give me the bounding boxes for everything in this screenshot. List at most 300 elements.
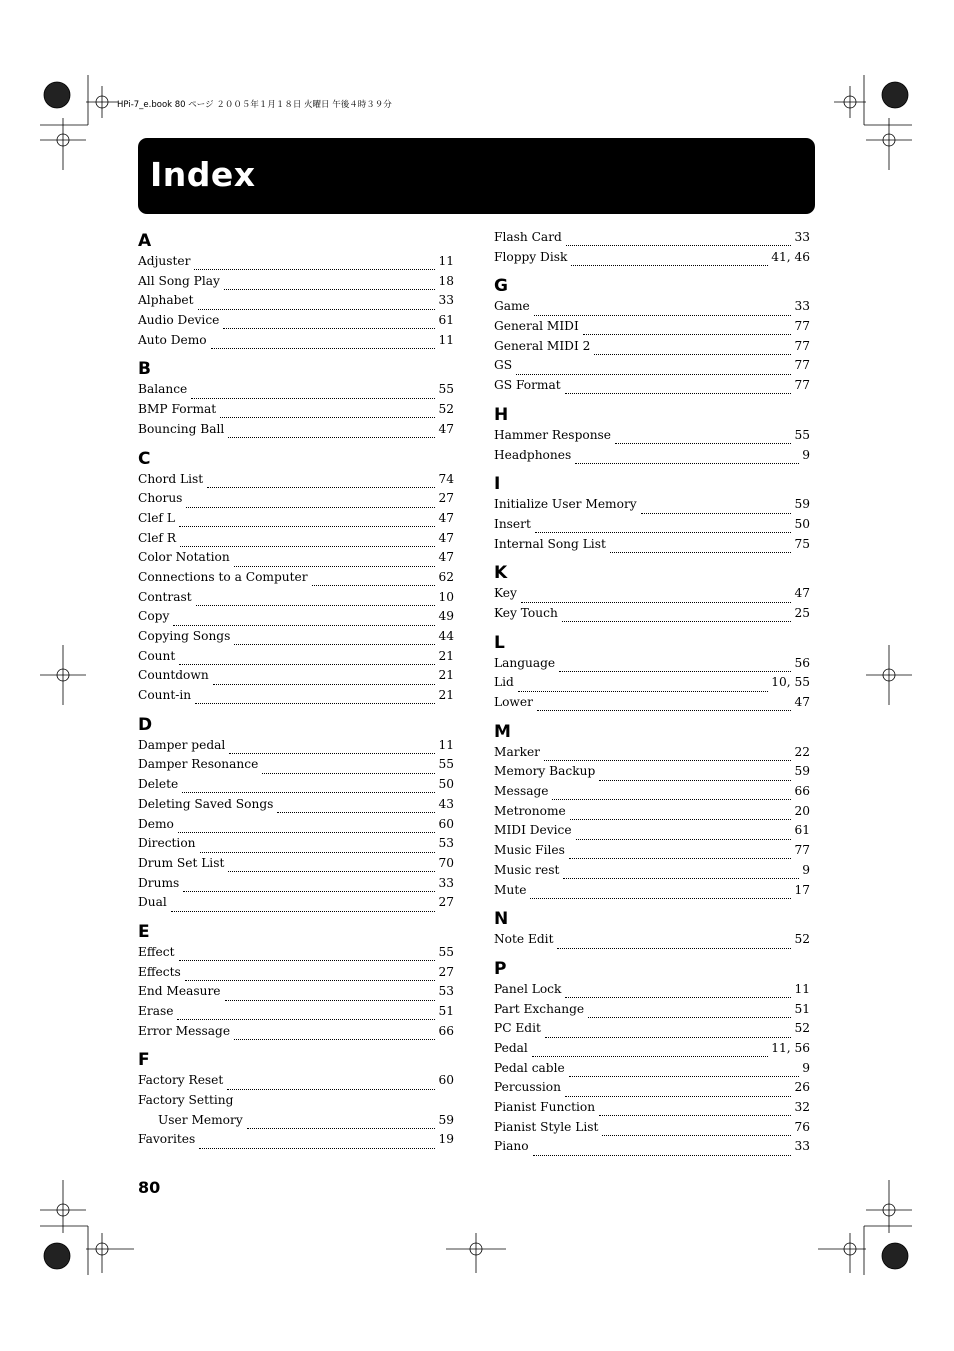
index-entry [138,291,454,311]
entry-term: All Song Play [138,273,220,288]
index-entry [494,535,810,555]
dot-leader [220,405,435,418]
dot-leader [562,609,792,622]
dot-leader [173,613,435,626]
dot-leader [563,866,799,879]
entry-term: Music rest [494,862,560,877]
index-entry [494,881,810,901]
index-section [494,956,810,1157]
entry-pages: 33 [794,1139,810,1154]
dot-leader [198,297,436,310]
entry-term: Pedal cable [494,1060,565,1075]
dot-leader [182,780,435,793]
index-entry [494,1078,810,1098]
entry-term: Demo [138,816,174,831]
dot-leader [533,1143,792,1156]
entry-pages: 21 [438,648,454,663]
entry-term: Pianist Function [494,1100,596,1114]
entry-pages: 32 [794,1100,810,1114]
section-letter: I [494,474,501,495]
entry-term: Audio Device [138,313,220,328]
entry-term: Note Edit [494,932,554,947]
index-entry [494,1059,810,1079]
entry-term: Panel Lock [494,981,562,996]
index-entry [138,588,454,608]
section-letter: G [494,276,508,297]
entry-term: Dual [138,895,167,910]
entry-pages: 33 [794,299,810,314]
entry-pages: 59 [438,1112,454,1127]
dot-leader [177,1007,435,1020]
entry-term: GS [494,358,513,373]
entry-pages: 10 [438,589,454,604]
section-letter: E [138,921,150,942]
entry-term: Mute [494,882,527,897]
entry-pages: 60 [438,1073,454,1088]
entry-term: Message [494,784,549,799]
index-section [494,228,810,267]
entry-pages: 77 [794,843,810,858]
dot-leader [566,233,792,246]
index-entry [138,627,454,647]
entry-term: Chord List [138,471,204,486]
section-letter: P [494,958,507,979]
entry-term: MIDI Device [494,823,572,838]
entry-pages: 33 [438,293,454,308]
dot-leader [234,1027,435,1040]
section-letter: B [138,359,151,380]
index-section [494,906,810,950]
entry-term: Lid [494,675,514,690]
dot-leader [228,859,435,872]
index-entry [138,834,454,854]
section-letter: L [494,632,505,653]
entry-term: Insert [494,516,531,531]
index-entry [494,515,810,535]
entry-term: Effects [138,964,181,979]
section-letter: D [138,714,153,735]
index-entry [494,604,810,624]
index-entry [138,815,454,835]
entry-term: Part Exchange [494,1001,585,1016]
entry-term: Internal Song List [494,536,606,551]
entry-term: Count-in [138,688,192,703]
index-entry [138,470,454,490]
index-entry [138,647,454,667]
entry-pages: 11 [794,981,810,996]
dot-leader [599,1103,791,1116]
index-entry [494,980,810,1000]
index-entry [494,317,810,337]
section-letter: K [494,563,508,584]
entry-pages: 53 [438,984,454,999]
entry-pages: 59 [794,764,810,779]
entry-pages: 53 [438,836,454,851]
entry-pages: 43 [438,796,454,811]
index-entry [138,1111,454,1131]
index-entry [138,568,454,588]
dot-leader [544,748,791,761]
entry-pages: 47 [438,421,454,436]
dot-leader [537,698,792,711]
dot-leader [178,820,436,833]
index-entry [138,874,454,894]
entry-pages: 61 [438,313,454,328]
index-entry [494,782,810,802]
index-entry [494,356,810,376]
entry-pages: 22 [794,744,810,759]
index-column-left [138,228,454,1150]
section-letter: A [138,231,152,251]
dot-leader [179,514,436,527]
entry-pages: 41, 46 [771,249,810,264]
index-entry [494,693,810,713]
section-letter: C [138,448,151,469]
entry-pages: 62 [438,569,454,584]
entry-term: Key Touch [494,605,558,620]
entry-pages: 50 [438,777,454,792]
index-entry [494,584,810,604]
dot-leader [518,679,768,692]
entry-pages: 60 [438,816,454,831]
entry-term: Damper Resonance [138,757,259,772]
entry-term: Game [494,299,530,314]
entry-term: Key [494,586,517,601]
entry-pages: 75 [794,536,810,551]
entry-term: Headphones [494,447,572,462]
registration-target-icon [44,82,70,108]
entry-pages: 27 [438,895,454,910]
dot-leader [207,475,435,488]
dot-leader [186,495,435,508]
dot-leader [229,741,435,754]
index-entry [494,1118,810,1138]
dot-leader [594,342,791,355]
dot-leader [569,846,792,859]
entry-pages: 27 [438,491,454,506]
dot-leader [565,381,792,394]
dot-leader [211,336,436,349]
index-entry [138,1130,454,1150]
index-entry [138,1002,454,1022]
registration-target-icon [882,82,908,108]
dot-leader [530,886,791,899]
dot-leader [575,451,799,464]
entry-pages: 11 [438,737,454,752]
index-entry [494,930,810,950]
index-entry [138,311,454,331]
index-entry [138,775,454,795]
index-entry [138,795,454,815]
index-entry [494,1000,810,1020]
entry-term: User Memory [158,1112,243,1127]
entry-pages: 47 [794,695,810,709]
entry-pages: 66 [794,784,810,799]
index-entry [494,446,810,466]
registration-target-icon [882,1243,908,1269]
dot-leader [535,520,792,533]
index-section [494,273,810,395]
entry-term: Memory Backup [494,764,596,779]
index-entry [138,272,454,292]
dot-leader [534,303,792,316]
index-entry [494,802,810,822]
index-entry [138,607,454,627]
entry-pages: 52 [794,1021,810,1036]
registration-target-icon [44,1243,70,1269]
dot-leader [569,1064,800,1077]
index-section [138,228,454,350]
dot-leader [312,573,436,586]
index-section [494,630,810,713]
dot-leader [277,800,435,813]
index-entry [138,686,454,706]
entry-pages: 11 [438,254,454,268]
entry-pages: 17 [794,882,810,897]
entry-pages: 11, 56 [771,1040,810,1055]
entry-pages: 77 [794,358,810,373]
entry-term: Pedal [494,1040,528,1055]
entry-term: PC Edit [494,1021,541,1036]
section-letter: F [138,1050,150,1071]
dot-leader [610,540,792,553]
entry-term: Connections to a Computer [138,569,308,584]
entry-term: Metronome [494,803,566,818]
index-entry [138,400,454,420]
index-section [138,446,454,706]
dot-leader [196,593,436,606]
index-entry [494,495,810,515]
dot-leader [599,768,791,781]
dot-leader [234,554,436,567]
dot-leader [615,431,791,444]
index-column-right [494,228,810,1157]
dot-leader [576,827,792,840]
entry-pages: 33 [438,875,454,890]
entry-term: End Measure [138,984,221,999]
index-entry [138,1022,454,1042]
dot-leader [179,652,435,665]
print-header: HPi-7_e.book 80 ページ ２００５年１月１８日 火曜日 午後４時３９分 [117,100,392,110]
dot-leader [228,425,435,438]
entry-pages: 47 [438,550,454,565]
entry-term: Percussion [494,1080,561,1095]
entry-term: Color Notation [138,550,230,565]
entry-pages: 25 [794,605,810,620]
entry-term: Language [494,655,556,670]
entry-pages: 44 [438,629,454,643]
entry-term: Alphabet [138,293,194,308]
index-entry [138,489,454,509]
dot-leader [191,386,435,399]
dot-leader [545,1025,792,1038]
entry-pages: 52 [438,402,454,417]
entry-term: Factory Reset [138,1073,224,1088]
entry-term: Effect [138,944,175,959]
index-entry [138,331,454,351]
entry-pages: 18 [438,273,454,288]
dot-leader [185,968,436,981]
entry-pages: 19 [438,1132,454,1147]
index-section [138,919,454,1041]
entry-pages: 9 [802,447,810,462]
index-section [138,1047,454,1150]
index-entry [138,509,454,529]
entry-term: Drum Set List [138,855,225,870]
dot-leader [199,1136,435,1149]
page-number: 80 [138,1178,161,1197]
dot-leader [570,807,792,820]
dot-leader [225,988,436,1001]
index-entry [138,1071,454,1091]
entry-term: Erase [138,1004,174,1018]
dot-leader [234,632,435,645]
index-section [138,356,454,439]
index-entry [138,666,454,686]
index-entry [138,380,454,400]
index-entry [494,762,810,782]
index-entry [494,376,810,396]
dot-leader [641,501,792,514]
title-bar [138,138,815,214]
section-letter: N [494,909,509,930]
dot-leader [516,362,791,375]
index-entry [494,821,810,841]
index-section [494,471,810,554]
entry-pages: 47 [438,510,454,525]
entry-pages: 59 [794,497,810,512]
dot-leader [194,257,435,270]
index-entry [138,420,454,440]
entry-term: Contrast [138,589,192,604]
entry-term: Clef L [138,510,175,525]
index-entry [138,755,454,775]
entry-term: Lower [494,695,533,709]
dot-leader [588,1005,791,1018]
entry-term: Copy [138,609,170,624]
entry-pages: 77 [794,338,810,353]
entry-pages: 27 [438,964,454,979]
dot-leader [195,691,435,704]
entry-term: Count [138,648,176,663]
entry-pages: 56 [794,655,810,670]
entry-term: Flash Card [494,230,562,244]
index-entry [494,337,810,357]
entry-pages: 55 [794,427,810,442]
entry-term: Piano [494,1139,529,1154]
entry-term: Error Message [138,1023,231,1038]
dot-leader [183,879,435,892]
dot-leader [224,277,436,290]
index-entry [494,1137,810,1157]
index-section [494,719,810,901]
entry-pages: 9 [802,1060,810,1075]
index-entry [138,982,454,1002]
dot-leader [602,1123,791,1136]
entry-pages: 9 [802,862,810,877]
entry-pages: 77 [794,378,810,393]
index-entry [138,854,454,874]
index-entry [494,248,810,268]
entry-term: Damper pedal [138,737,226,752]
dot-leader [200,840,436,853]
dot-leader [227,1077,435,1090]
entry-pages: 55 [438,757,454,772]
dot-leader [532,1044,768,1057]
entry-term: Floppy Disk [494,249,568,264]
index-entry [494,297,810,317]
entry-pages: 21 [438,668,454,683]
entry-term: BMP Format [138,402,217,417]
entry-pages: 51 [438,1004,454,1018]
dot-leader [171,899,436,912]
entry-term: Direction [138,836,196,851]
entry-term: Clef R [138,530,176,545]
index-entry [138,529,454,549]
index-entry [494,1098,810,1118]
entry-pages: 33 [794,230,810,244]
index-entry [494,743,810,763]
entry-term: Chorus [138,491,183,506]
section-letter: H [494,404,509,425]
section-letter: M [494,721,511,742]
entry-term: General MIDI [494,319,579,334]
index-entry [138,252,454,272]
entry-term: Deleting Saved Songs [138,796,274,811]
dot-leader [179,948,436,961]
entry-pages: 55 [438,382,454,397]
dot-leader [223,316,435,329]
entry-term: GS Format [494,378,561,393]
entry-term: Initialize User Memory [494,497,637,512]
index-section [138,712,454,913]
entry-term: Countdown [138,668,209,683]
entry-term: Auto Demo [138,332,207,347]
entry-pages: 74 [438,471,454,486]
dot-leader [552,787,791,800]
entry-pages: 26 [794,1080,810,1095]
entry-pages: 52 [794,932,810,947]
dot-leader [521,590,792,603]
index-entry [494,426,810,446]
index-entry [138,963,454,983]
entry-pages: 47 [794,586,810,601]
dot-leader [583,322,792,335]
dot-leader [213,672,436,685]
index-entry [494,1039,810,1059]
entry-pages: 21 [438,688,454,703]
entry-pages: 49 [438,609,454,624]
index-entry [138,893,454,913]
entry-term: Delete [138,777,179,792]
dot-leader [262,761,435,774]
entry-term: Drums [138,875,180,890]
entry-term: Pianist Style List [494,1119,599,1134]
index-entry: Factory Setting [138,1093,234,1108]
entry-pages: 66 [438,1023,454,1038]
entry-term: Favorites [138,1132,196,1147]
index-section [494,560,810,623]
entry-pages: 70 [438,855,454,870]
entry-term: Adjuster [138,254,191,268]
entry-pages: 55 [438,944,454,959]
dot-leader [559,659,791,672]
entry-pages: 51 [794,1001,810,1016]
index-entry [138,736,454,756]
index-entry [494,228,810,248]
entry-term: Bouncing Ball [138,421,225,436]
index-entry [138,943,454,963]
